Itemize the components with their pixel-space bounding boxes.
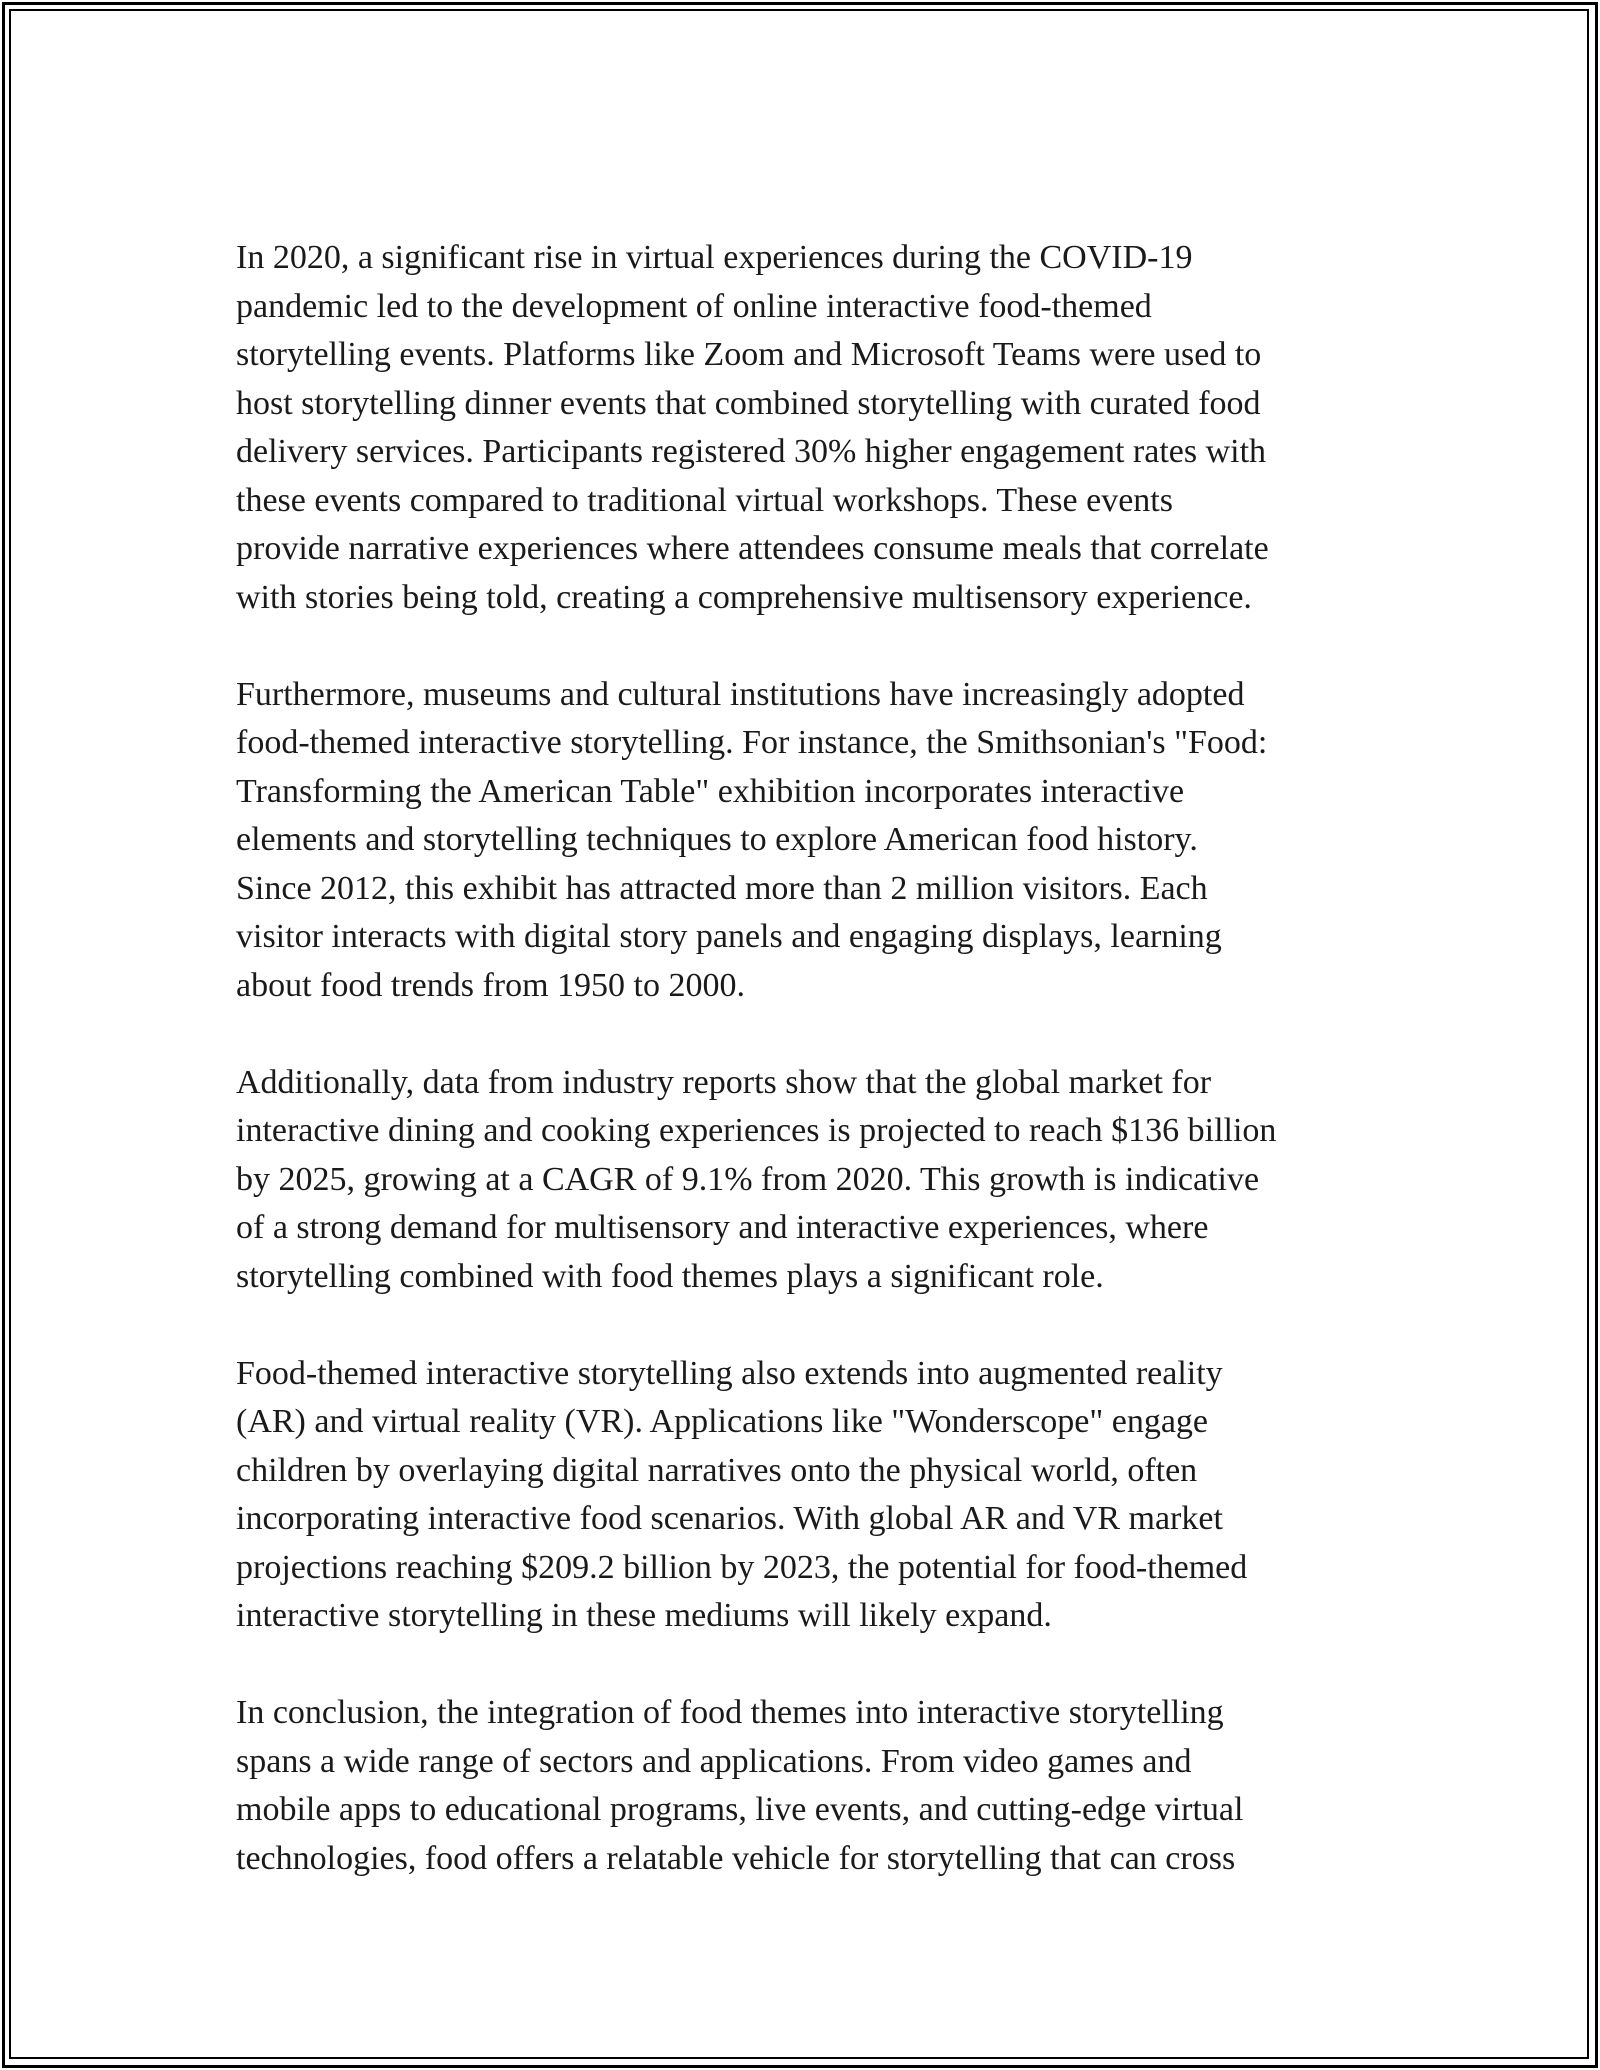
text-line: interactive storytelling in these mediums will likely expand. — [236, 1597, 1052, 1634]
text-line: of a strong demand for multisensory and interactive experiences, where — [236, 1209, 1209, 1246]
paragraph-museums — [236, 671, 1376, 1011]
text-line: storytelling combined with food themes plays a significant role. — [236, 1257, 1104, 1295]
text-line: In conclusion, the integration of food themes into interactive storytelling — [236, 1694, 1224, 1731]
text-line: children by overlaying digital narratives onto the physical world, often — [236, 1451, 1198, 1489]
document-body — [236, 234, 1376, 1932]
text-line: host storytelling dinner events that combined storytelling with curated food — [236, 384, 1261, 422]
text-line: food-themed interactive storytelling. For instance, the Smithsonian's "Food: — [236, 724, 1268, 761]
text-line: Since 2012, this exhibit has attracted more than 2 million visitors. Each — [236, 869, 1208, 907]
text-line: provide narrative experiences where attendees consume meals that correlate — [236, 530, 1269, 567]
text-line: Additionally, data from industry reports show that the global market for — [236, 1063, 1212, 1101]
text-line: In 2020, a significant rise in virtual experiences during the COVID-19 — [236, 239, 1193, 276]
text-line: about food trends from 1950 to 2000. — [236, 966, 745, 1004]
text-line: visitor interacts with digital story panels and engaging displays, learning — [236, 918, 1222, 955]
text-line: Furthermore, museums and cultural institutions have increasingly adopted — [236, 675, 1245, 713]
text-line: with stories being told, creating a comprehensive multisensory experience. — [236, 578, 1252, 616]
text-line: incorporating interactive food scenarios. With global AR and VR market — [236, 1500, 1223, 1537]
text-line: Transforming the American Table" exhibition incorporates interactive — [236, 772, 1185, 810]
text-line: elements and storytelling techniques to explore American food history. — [236, 821, 1198, 858]
text-line: by 2025, growing at a CAGR of 9.1% from 2020. This growth is indicative — [236, 1160, 1260, 1198]
text-line: technologies, food offers a relatable vehicle for storytelling that can cross — [236, 1839, 1236, 1877]
text-line: mobile apps to educational programs, live events, and cutting-edge virtual — [236, 1791, 1244, 1828]
text-line: (AR) and virtual reality (VR). Applications like "Wonderscope" engage — [236, 1403, 1209, 1440]
text-line: interactive dining and cooking experiences is projected to reach $136 billion — [236, 1112, 1277, 1149]
text-line: these events compared to traditional virtual workshops. These events — [236, 481, 1173, 519]
text-line: spans a wide range of sectors and applications. From video games and — [236, 1742, 1192, 1780]
text-line: Food-themed interactive storytelling also extends into augmented reality — [236, 1354, 1223, 1392]
text-line: pandemic led to the development of online interactive food-themed — [236, 287, 1152, 325]
text-line: projections reaching $209.2 billion by 2023, the potential for food-themed — [236, 1548, 1248, 1586]
text-line: delivery services. Participants registered 30% higher engagement rates with — [236, 433, 1267, 470]
paragraph-ar-vr — [236, 1350, 1376, 1641]
paragraph-conclusion — [236, 1689, 1376, 1883]
text-line: storytelling events. Platforms like Zoom and Microsoft Teams were used to — [236, 336, 1262, 373]
paragraph-market-data — [236, 1059, 1376, 1302]
paragraph-virtual-experiences — [236, 234, 1376, 622]
